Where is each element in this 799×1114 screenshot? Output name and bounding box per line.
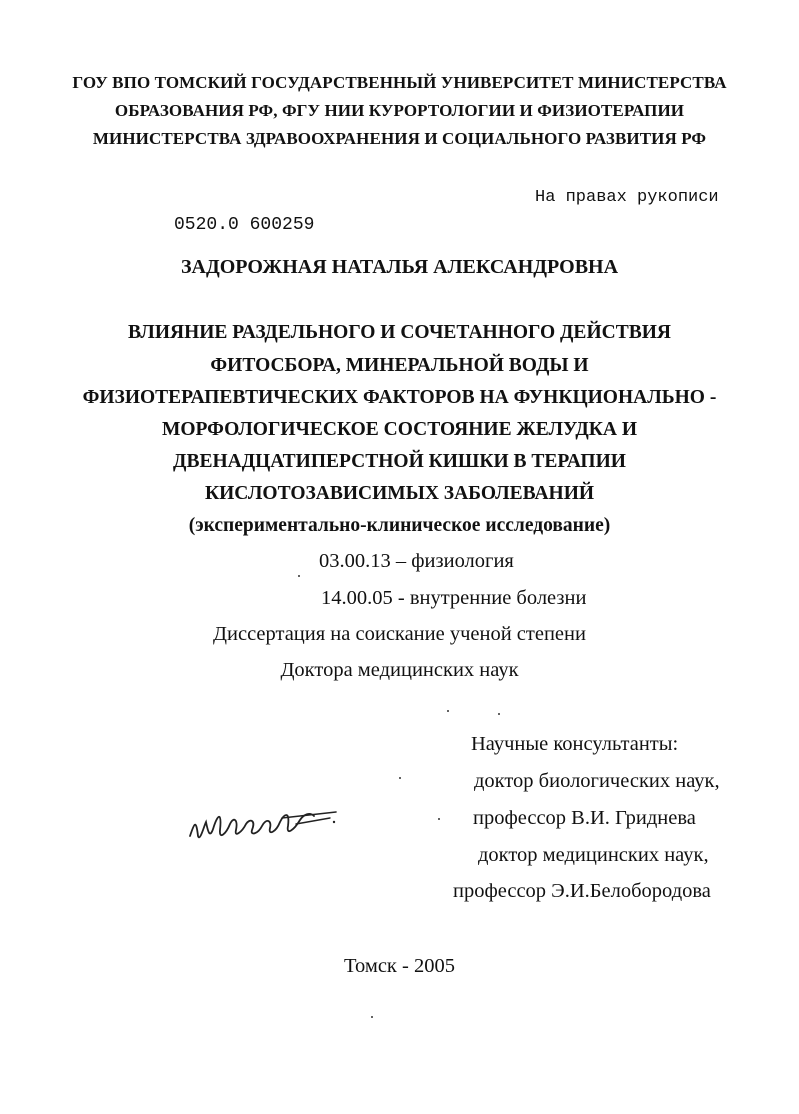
- consultant-line-3: доктор медицинских наук,: [478, 844, 709, 866]
- scan-speck: [498, 713, 500, 715]
- consultant-line-4: профессор Э.И.Белобородова: [453, 880, 711, 902]
- scan-speck: [298, 575, 300, 577]
- specialty-2: 14.00.05 - внутренние болезни: [321, 587, 587, 609]
- manuscript-note: На правах рукописи: [535, 188, 719, 207]
- signature-image: [186, 796, 338, 854]
- place-year: Томск - 2005: [344, 955, 455, 977]
- title-subtitle: (экспериментально-клиническое исследование): [188, 515, 611, 536]
- title-line-3: ФИЗИОТЕРАПЕВТИЧЕСКИХ ФАКТОРОВ НА ФУНКЦИОНАЛЬНО -: [82, 387, 717, 408]
- specialty-1: 03.00.13 – физиология: [319, 550, 514, 572]
- scan-speck: [371, 1016, 373, 1018]
- degree-line-1: Диссертация на соискание ученой степени: [213, 623, 586, 645]
- consultant-line-1: доктор биологических наук,: [474, 770, 720, 792]
- title-line-4: МОРФОЛОГИЧЕСКОЕ СОСТОЯНИЕ ЖЕЛУДКА И: [161, 419, 638, 440]
- scan-speck: [438, 818, 440, 820]
- institution-line-3: МИНИСТЕРСТВА ЗДРАВООХРАНЕНИЯ И СОЦИАЛЬНОГО РАЗВИТИЯ РФ: [92, 129, 707, 148]
- degree-line-2: Доктора медицинских наук: [280, 659, 519, 681]
- consultants-heading: Научные консультанты:: [471, 733, 679, 755]
- title-line-2: ФИТОСБОРА, МИНЕРАЛЬНОЙ ВОДЫ И: [210, 355, 589, 376]
- institution-line-2: ОБРАЗОВАНИЯ РФ, ФГУ НИИ КУРОРТОЛОГИИ И ФИЗИОТЕРАПИИ: [114, 101, 685, 120]
- registry-number: 0520.0 600259: [174, 215, 315, 235]
- scan-speck: [399, 777, 401, 779]
- title-line-6: КИСЛОТОЗАВИСИМЫХ ЗАБОЛЕВАНИЙ: [204, 483, 595, 504]
- title-line-1: ВЛИЯНИЕ РАЗДЕЛЬНОГО И СОЧЕТАННОГО ДЕЙСТВИЯ: [128, 322, 671, 343]
- consultant-line-2: профессор В.И. Гриднева: [473, 807, 696, 829]
- author-name: ЗАДОРОЖНАЯ НАТАЛЬЯ АЛЕКСАНДРОВНА: [180, 256, 619, 278]
- institution-line-1: ГОУ ВПО ТОМСКИЙ ГОСУДАРСТВЕННЫЙ УНИВЕРСИТЕТ МИНИСТЕРСТВА: [72, 73, 727, 92]
- title-line-5: ДВЕНАДЦАТИПЕРСТНОЙ КИШКИ В ТЕРАПИИ: [173, 451, 626, 472]
- scan-speck: [447, 710, 449, 712]
